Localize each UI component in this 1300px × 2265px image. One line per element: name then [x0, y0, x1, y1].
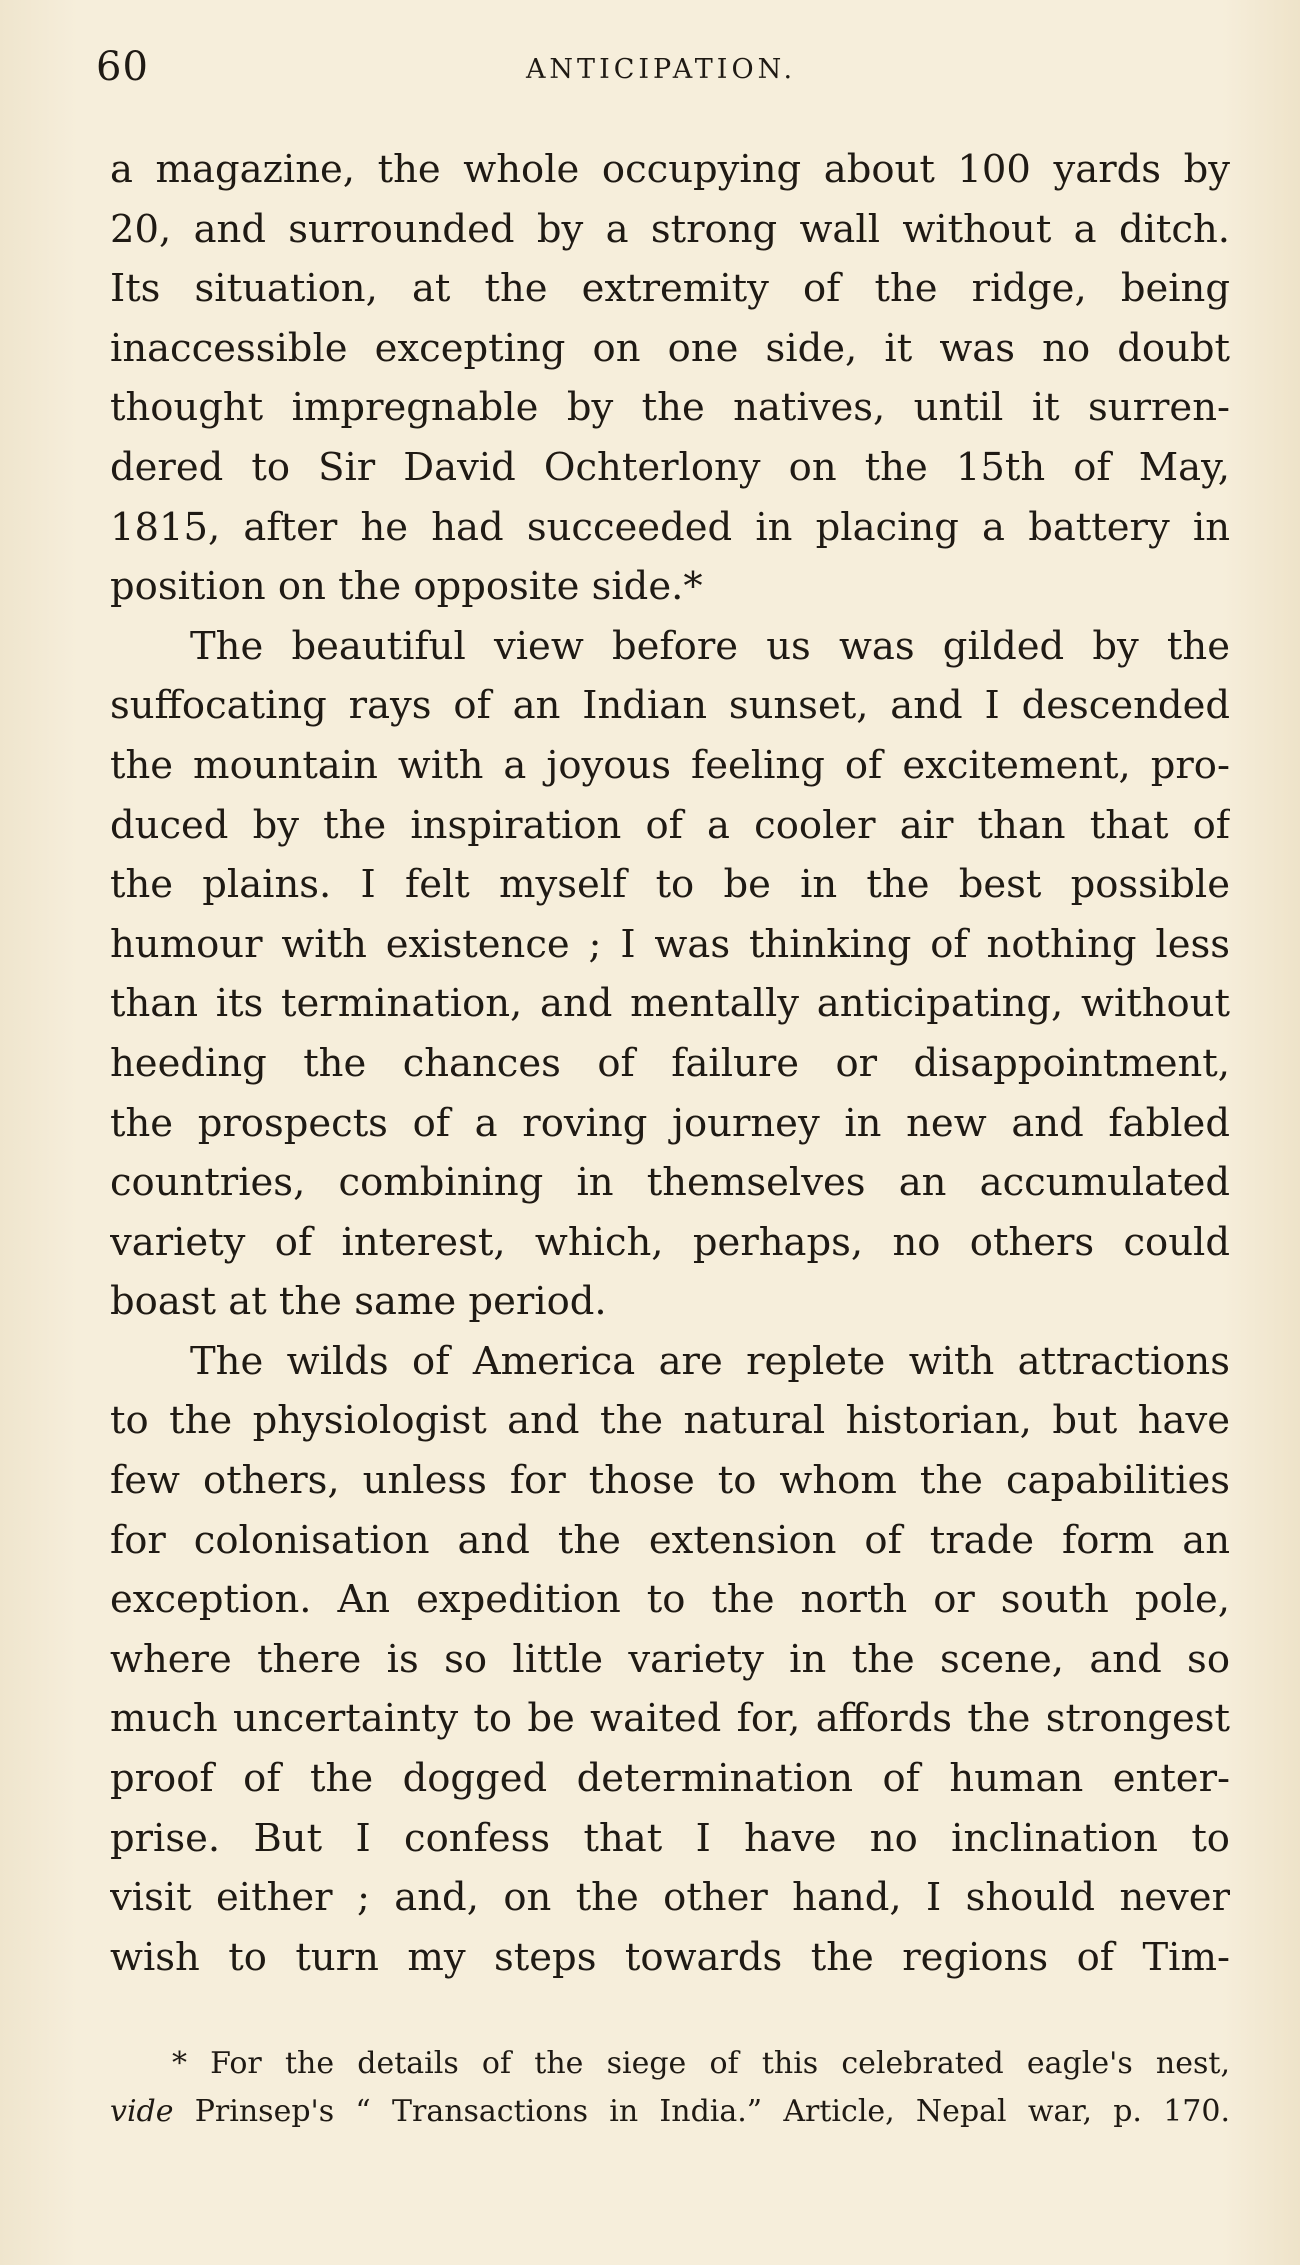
- text-line: Its situation, at the extremity of the ridge, being: [110, 266, 1230, 312]
- text-line: to the physiologist and the natural historian, but have: [110, 1398, 1230, 1444]
- text-line: for colonisation and the extension of trade form an: [110, 1517, 1230, 1563]
- running-head: ANTICIPATION.: [525, 54, 797, 85]
- text-line: duced by the inspiration of a cooler air than that of: [110, 802, 1230, 848]
- text-line: The wilds of America are replete with attractions: [190, 1338, 1230, 1384]
- text-line: the mountain with a joyous feeling of excitement, pro-: [110, 742, 1230, 788]
- text-line: a magazine, the whole occupying about 100 yards by: [110, 147, 1230, 192]
- text-line: thought impregnable by the natives, until it surren-: [110, 385, 1230, 431]
- text-line: The beautiful view before us was gilded by the: [190, 623, 1230, 669]
- footnote-italic-vide: vide: [110, 2094, 174, 2129]
- text-line: humour with existence ; I was thinking of nothing less: [110, 921, 1230, 967]
- footnote: [110, 2040, 1230, 2136]
- text-line: heeding the chances of failure or disappointment,: [110, 1040, 1230, 1086]
- text-line: the prospects of a roving journey in new and fabled: [110, 1100, 1230, 1146]
- footnote-line: * For the details of the siege of this celebrated eagle's nest,: [172, 2046, 1230, 2081]
- text-line: 20, and surrounded by a strong wall without a ditch.: [110, 206, 1230, 252]
- text-line: exception. An expedition to the north or south pole,: [110, 1577, 1230, 1623]
- text-line: where there is so little variety in the scene, and so: [110, 1636, 1230, 1682]
- text-line: visit either ; and, on the other hand, I should never: [110, 1875, 1230, 1921]
- text-line: than its termination, and mentally anticipating, without: [110, 981, 1230, 1027]
- footnote-line: [110, 2088, 1230, 2136]
- text-line: position on the opposite side.*: [110, 564, 703, 610]
- text-line: countries, combining in themselves an accumulated: [110, 1160, 1230, 1206]
- page-header: [96, 44, 1226, 104]
- text-line: suffocating rays of an Indian sunset, and I descended: [110, 683, 1230, 729]
- body-text: [110, 140, 1230, 1987]
- text-line: the plains. I felt myself to be in the best possible: [110, 862, 1230, 908]
- text-line: boast at the same period.: [110, 1279, 607, 1325]
- text-line: dered to Sir David Ochterlony on the 15th of May,: [110, 444, 1230, 490]
- text-line: wish to turn my steps towards the regions of Tim-: [110, 1934, 1230, 1980]
- page-number: 60: [96, 44, 149, 90]
- text-line: proof of the dogged determination of human enter-: [110, 1756, 1230, 1802]
- text-line: inaccessible excepting on one side, it was no doubt: [110, 325, 1230, 371]
- text-line: prise. But I confess that I have no inclination to: [110, 1815, 1230, 1861]
- footnote-citation: Prinsep's “ Transactions in India.” Article, Nepal war, p. 170.: [173, 2094, 1230, 2129]
- text-line: few others, unless for those to whom the capabilities: [110, 1458, 1230, 1504]
- text-line: 1815, after he had succeeded in placing a battery in: [110, 504, 1230, 550]
- text-line: variety of interest, which, perhaps, no others could: [110, 1219, 1230, 1265]
- text-line: much uncertainty to be waited for, affords the strongest: [110, 1696, 1230, 1742]
